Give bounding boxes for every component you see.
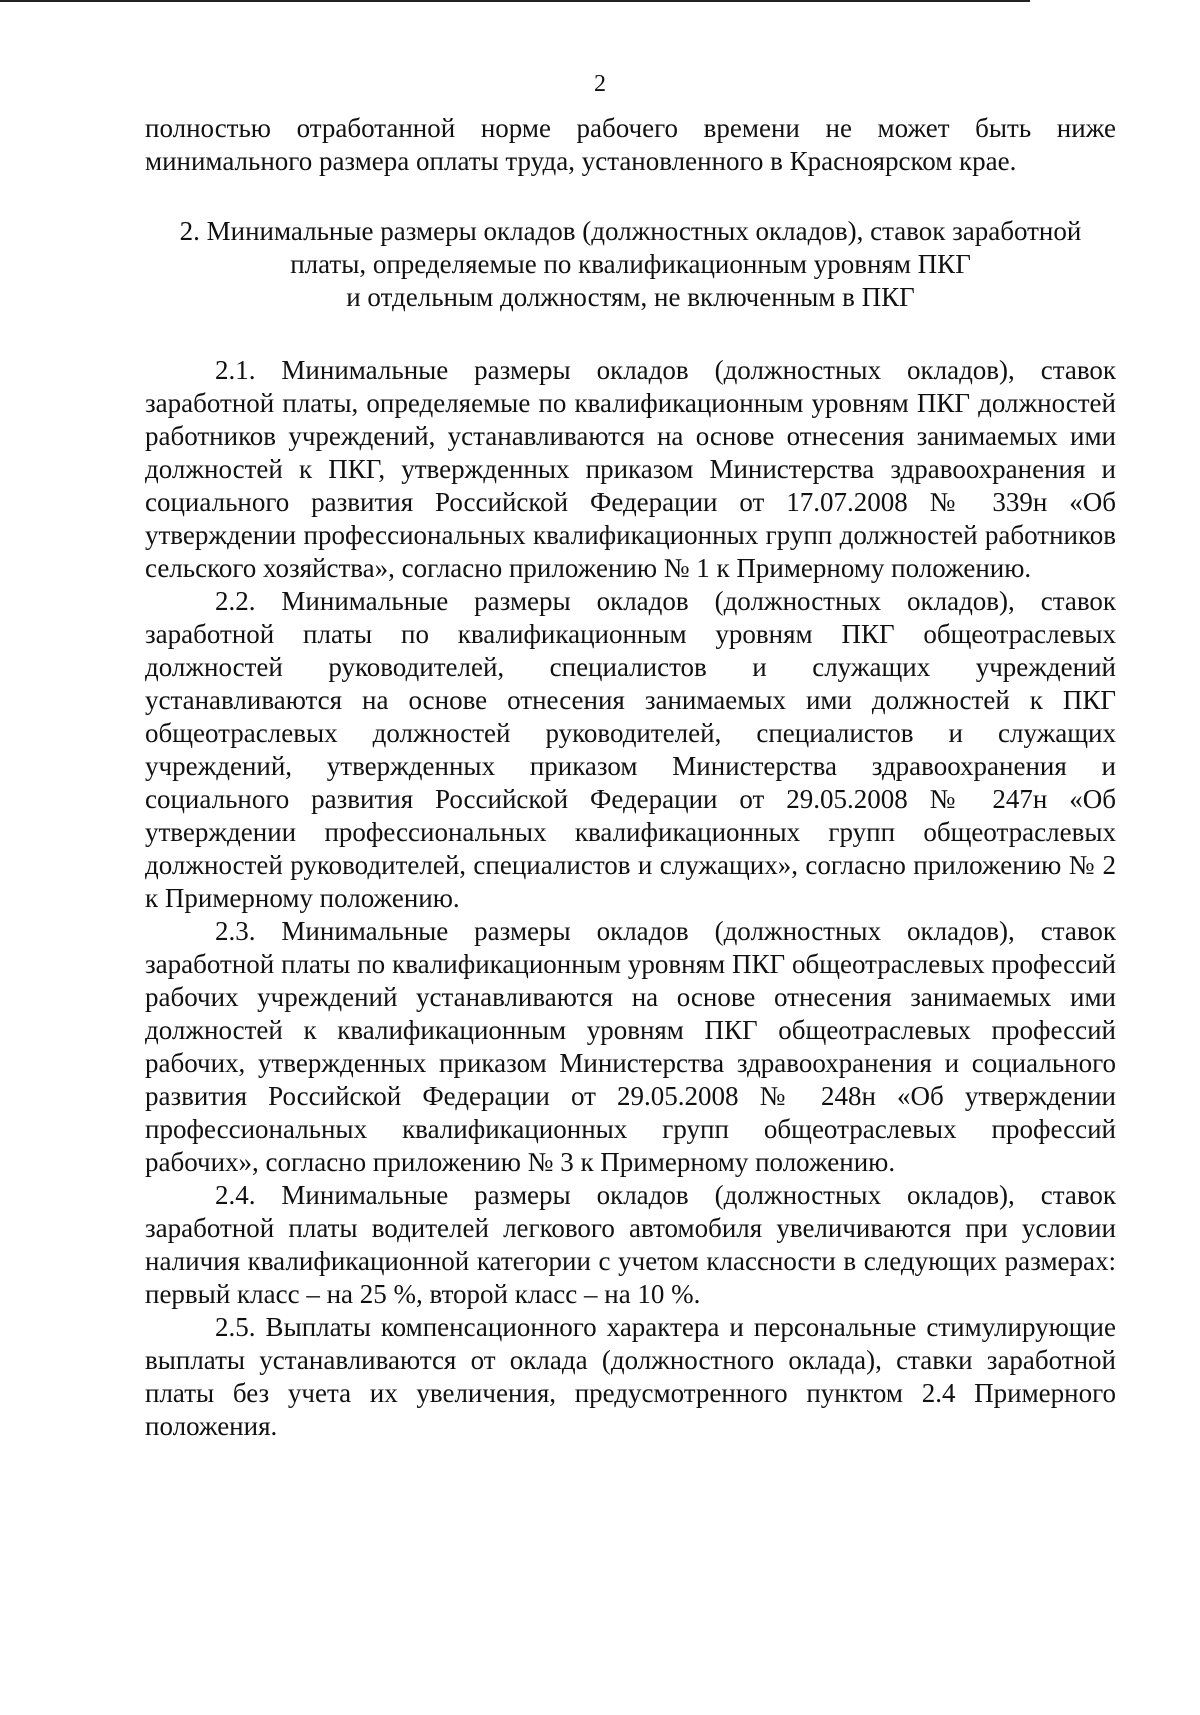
section-heading bbox=[145, 215, 1116, 314]
paragraph-2-5: 2.5. Выплаты компенсационного характера и персональные стимулирующие выплаты устанавливаются от оклада (должностного оклада), ставки заработной платы без учета их увеличения, предусмотренного пунктом 2.4 Примерного положения. bbox=[145, 1312, 1116, 1441]
document-body bbox=[145, 112, 1116, 1443]
paragraph-2-4: 2.4. Минимальные размеры окладов (должностных окладов), ставок заработной платы водителей легкового автомобиля увеличиваются при условии наличия квалификационной категории с учетом классности в следующих размерах: первый класс – на 25 %, второй класс – на 10 %. bbox=[145, 1180, 1116, 1309]
section-heading-line: платы, определяемые по квалификационным уровням ПКГ bbox=[290, 249, 971, 279]
scan-top-border bbox=[0, 0, 1030, 2]
paragraph-2-2: 2.2. Минимальные размеры окладов (должностных окладов), ставок заработной платы по квалификационным уровням ПКГ общеотраслевых должностей руководителей, специалистов и служащих учреждений устанавливаются на основе отнесения занимаемых ими должностей к ПКГ общеотраслевых должностей руководителей, специалистов и служащих учреждений, утвержденных приказом Министерства здравоохранения и социального развития Российской Федерации от 29.05.2008 № 247н «Об утверждении профессиональных квалификационных групп общеотраслевых должностей руководителей, специалистов и служащих», согласно приложению № 2 к Примерному положению. bbox=[145, 586, 1116, 913]
paragraph-2-3: 2.3. Минимальные размеры окладов (должностных окладов), ставок заработной платы по квалификационным уровням ПКГ общеотраслевых профессий рабочих учреждений устанавливаются на основе отнесения занимаемых ими должностей к квалификационным уровням ПКГ общеотраслевых профессий рабочих, утвержденных приказом Министерства здравоохранения и социального развития Российской Федерации от 29.05.2008 № 248н «Об утверждении профессиональных квалификационных групп общеотраслевых профессий рабочих», согласно приложению № 3 к Примерному положению. bbox=[145, 916, 1116, 1177]
page-number: 2 bbox=[594, 71, 606, 97]
intro-paragraph: полностью отработанной норме рабочего времени не может быть ниже минимального размера оплаты труда, установленного в Красноярском крае. bbox=[145, 113, 1116, 176]
section-heading-line: 2. Минимальные размеры окладов (должностных окладов), ставок заработной bbox=[179, 216, 1082, 246]
section-heading-line: и отдельным должностям, не включенным в ПКГ bbox=[346, 282, 915, 312]
paragraph-2-1: 2.1. Минимальные размеры окладов (должностных окладов), ставок заработной платы, определяемые по квалификационным уровням ПКГ должностей работников учреждений, устанавливаются на основе отнесения занимаемых ими должностей к ПКГ, утвержденных приказом Министерства здравоохранения и социального развития Российской Федерации от 17.07.2008 № 339н «Об утверждении профессиональных квалификационных групп должностей работников сельского хозяйства», согласно приложению № 1 к Примерному положению. bbox=[145, 355, 1116, 583]
